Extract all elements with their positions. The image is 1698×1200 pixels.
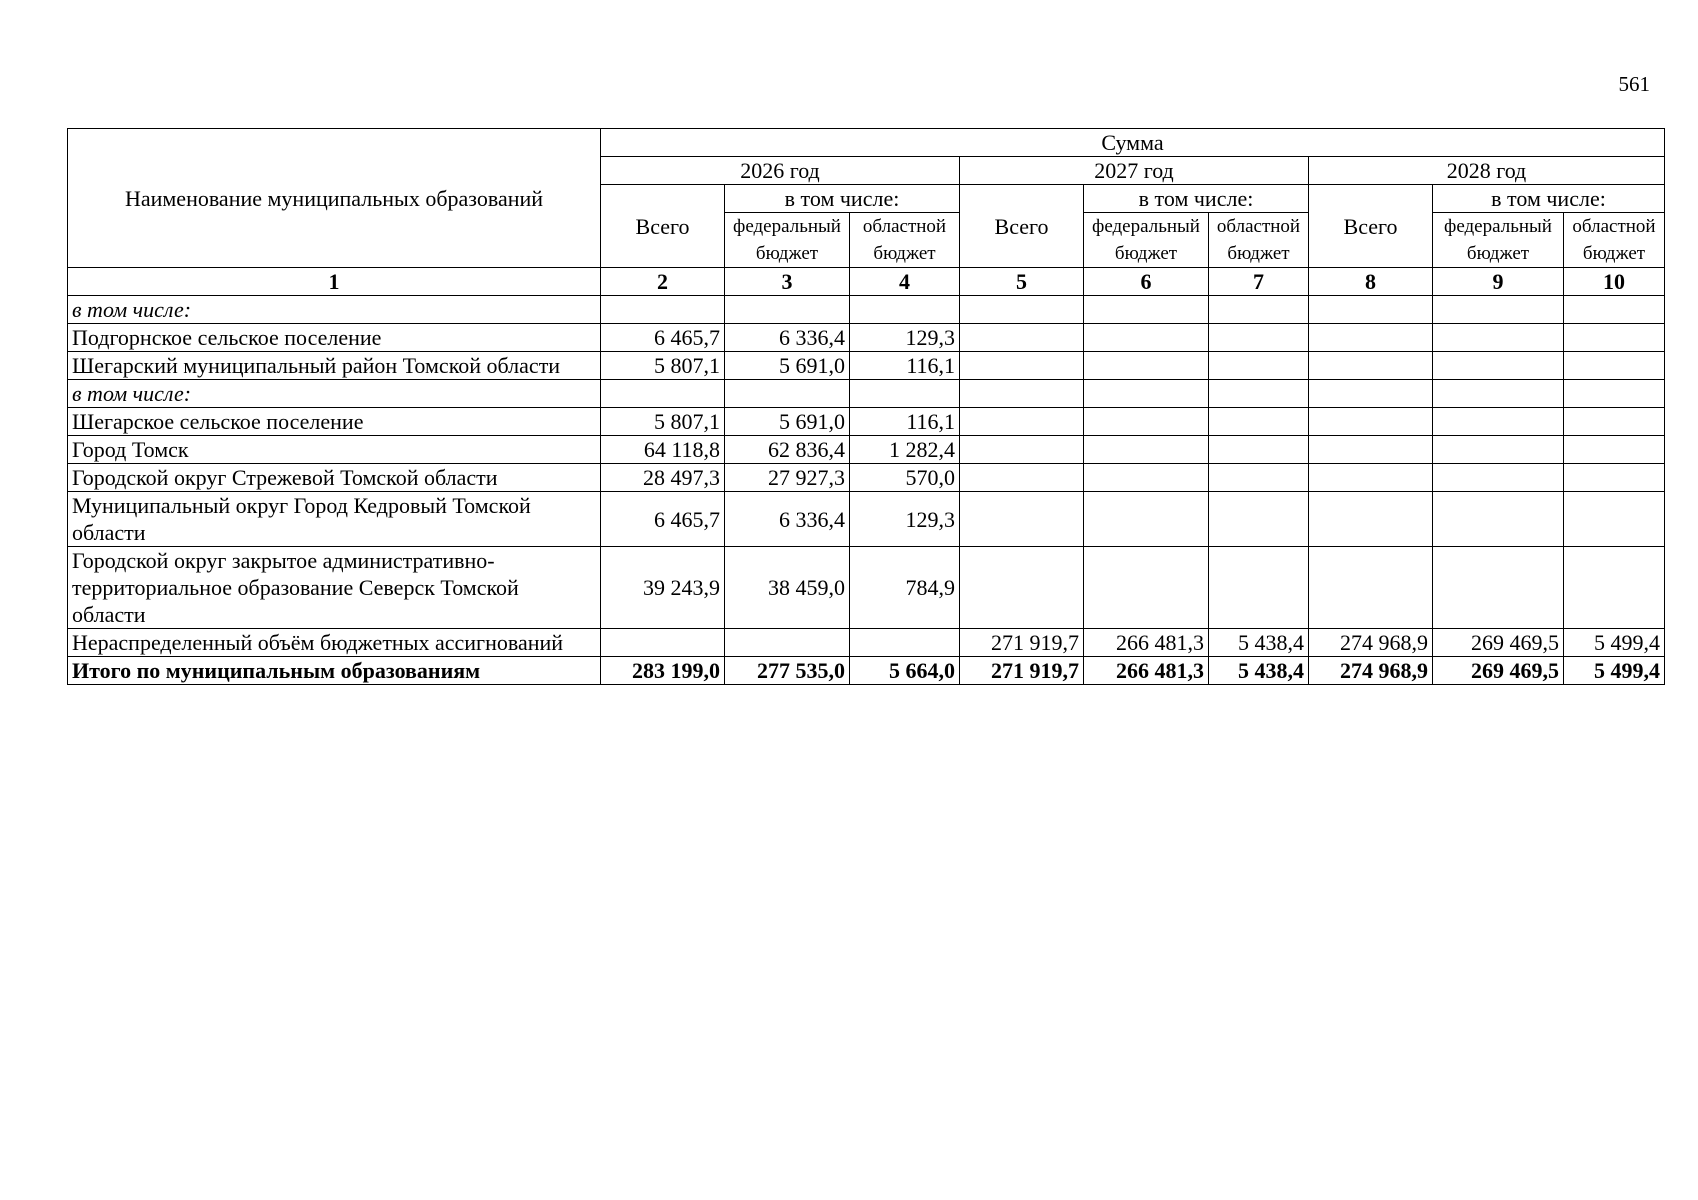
budget-table bbox=[67, 128, 1665, 685]
table-row bbox=[68, 492, 1665, 547]
table-cell bbox=[1084, 380, 1209, 408]
table-cell bbox=[850, 296, 960, 324]
table-cell: 6 336,4 bbox=[725, 492, 850, 547]
column-number: 9 bbox=[1433, 268, 1564, 296]
municipality-name: Подгорнское сельское поселение bbox=[68, 324, 601, 352]
column-number: 4 bbox=[850, 268, 960, 296]
table-cell: 6 336,4 bbox=[725, 324, 850, 352]
table-cell bbox=[601, 380, 725, 408]
table-cell: 5 691,0 bbox=[725, 408, 850, 436]
table-cell bbox=[960, 380, 1084, 408]
table-cell bbox=[960, 492, 1084, 547]
header-total-2028: Всего bbox=[1309, 185, 1433, 268]
municipality-name: Шегарское сельское поселение bbox=[68, 408, 601, 436]
table-cell: 5 691,0 bbox=[725, 352, 850, 380]
table-cell: 39 243,9 bbox=[601, 547, 725, 629]
table-cell bbox=[725, 296, 850, 324]
table-cell: 28 497,3 bbox=[601, 464, 725, 492]
header-including-2026: в том числе: bbox=[725, 185, 960, 213]
table-row bbox=[68, 380, 1665, 408]
municipality-name: Городской округ закрытое административно-территориальное образование Северск Томской области bbox=[68, 547, 601, 629]
table-cell: 5 807,1 bbox=[601, 408, 725, 436]
table-cell: 64 118,8 bbox=[601, 436, 725, 464]
table-cell bbox=[1309, 324, 1433, 352]
table-row bbox=[68, 436, 1665, 464]
table-cell: 5 807,1 bbox=[601, 352, 725, 380]
table-cell bbox=[601, 629, 725, 657]
column-number-row bbox=[68, 268, 1665, 296]
table-cell: 277 535,0 bbox=[725, 657, 850, 685]
header-year-2028: 2028 год bbox=[1309, 157, 1665, 185]
table-cell bbox=[1564, 436, 1665, 464]
table-cell bbox=[1309, 464, 1433, 492]
header-including-2027: в том числе: bbox=[1084, 185, 1309, 213]
table-cell bbox=[1433, 408, 1564, 436]
table-cell: 5 499,4 bbox=[1564, 629, 1665, 657]
header-year-2026: 2026 год bbox=[601, 157, 960, 185]
table-cell bbox=[1209, 436, 1309, 464]
table-cell bbox=[1433, 464, 1564, 492]
column-number: 7 bbox=[1209, 268, 1309, 296]
table-cell bbox=[850, 629, 960, 657]
table-row bbox=[68, 547, 1665, 629]
municipality-name: Муниципальный округ Город Кедровый Томской области bbox=[68, 492, 601, 547]
column-number: 8 bbox=[1309, 268, 1433, 296]
table-cell bbox=[1564, 296, 1665, 324]
table-row bbox=[68, 408, 1665, 436]
table-cell: 570,0 bbox=[850, 464, 960, 492]
table-cell bbox=[1084, 352, 1209, 380]
table-cell bbox=[1433, 296, 1564, 324]
table-cell: 274 968,9 bbox=[1309, 629, 1433, 657]
header-federal-2027: федеральный бюджет bbox=[1084, 213, 1209, 268]
header-sum: Сумма bbox=[601, 129, 1665, 157]
table-header bbox=[68, 129, 1665, 296]
table-cell: 266 481,3 bbox=[1084, 657, 1209, 685]
table-cell bbox=[1209, 324, 1309, 352]
total-row-label: Итого по муниципальным образованиям bbox=[68, 657, 601, 685]
table-cell bbox=[960, 352, 1084, 380]
table-cell: 6 465,7 bbox=[601, 492, 725, 547]
municipality-name: в том числе: bbox=[68, 380, 601, 408]
table-cell bbox=[1433, 436, 1564, 464]
table-cell bbox=[1209, 380, 1309, 408]
table-cell bbox=[1084, 547, 1209, 629]
table-cell: 271 919,7 bbox=[960, 657, 1084, 685]
header-total-2027: Всего bbox=[960, 185, 1084, 268]
table-cell bbox=[1309, 380, 1433, 408]
table-cell bbox=[1564, 547, 1665, 629]
table-cell bbox=[1209, 408, 1309, 436]
column-number: 1 bbox=[68, 268, 601, 296]
table-cell: 129,3 bbox=[850, 492, 960, 547]
table-cell bbox=[1084, 492, 1209, 547]
table-cell bbox=[1433, 324, 1564, 352]
table-cell bbox=[1084, 436, 1209, 464]
table-cell bbox=[1309, 436, 1433, 464]
table-cell bbox=[1209, 296, 1309, 324]
table-cell bbox=[960, 547, 1084, 629]
table-cell bbox=[960, 324, 1084, 352]
table-cell: 116,1 bbox=[850, 352, 960, 380]
header-federal-2026: федеральный бюджет bbox=[725, 213, 850, 268]
table-cell: 27 927,3 bbox=[725, 464, 850, 492]
table-cell bbox=[1309, 408, 1433, 436]
table-row bbox=[68, 296, 1665, 324]
table-cell bbox=[601, 296, 725, 324]
table-cell bbox=[1564, 324, 1665, 352]
table-cell bbox=[1209, 464, 1309, 492]
header-federal-2028: федеральный бюджет bbox=[1433, 213, 1564, 268]
municipality-name: Город Томск bbox=[68, 436, 601, 464]
table-cell bbox=[1564, 464, 1665, 492]
table-cell bbox=[1564, 492, 1665, 547]
table-cell: 784,9 bbox=[850, 547, 960, 629]
table-cell bbox=[1433, 492, 1564, 547]
table-cell bbox=[725, 380, 850, 408]
table-cell bbox=[960, 436, 1084, 464]
municipality-name: Шегарский муниципальный район Томской области bbox=[68, 352, 601, 380]
table-cell: 5 664,0 bbox=[850, 657, 960, 685]
table-cell: 269 469,5 bbox=[1433, 657, 1564, 685]
table-cell bbox=[1209, 492, 1309, 547]
table-row bbox=[68, 629, 1665, 657]
table-cell bbox=[850, 380, 960, 408]
header-year-2027: 2027 год bbox=[960, 157, 1309, 185]
table-cell bbox=[1309, 547, 1433, 629]
table-cell: 5 438,4 bbox=[1209, 657, 1309, 685]
table-cell bbox=[960, 408, 1084, 436]
table-cell: 38 459,0 bbox=[725, 547, 850, 629]
table-body bbox=[68, 296, 1665, 657]
column-number: 5 bbox=[960, 268, 1084, 296]
table-cell: 269 469,5 bbox=[1433, 629, 1564, 657]
municipality-name: Городской округ Стрежевой Томской области bbox=[68, 464, 601, 492]
column-number: 6 bbox=[1084, 268, 1209, 296]
header-regional-2026: областной бюджет bbox=[850, 213, 960, 268]
table-cell bbox=[1433, 352, 1564, 380]
table-cell bbox=[1433, 380, 1564, 408]
table-cell: 271 919,7 bbox=[960, 629, 1084, 657]
table-row bbox=[68, 352, 1665, 380]
municipality-name: в том числе: bbox=[68, 296, 601, 324]
header-regional-2028: областной бюджет bbox=[1564, 213, 1665, 268]
header-name-column: Наименование муниципальных образований bbox=[68, 129, 601, 268]
column-number: 3 bbox=[725, 268, 850, 296]
table-cell bbox=[960, 296, 1084, 324]
table-cell bbox=[1309, 352, 1433, 380]
table-cell: 5 438,4 bbox=[1209, 629, 1309, 657]
table-cell bbox=[1564, 380, 1665, 408]
table-cell: 274 968,9 bbox=[1309, 657, 1433, 685]
table-cell: 116,1 bbox=[850, 408, 960, 436]
table-cell bbox=[1084, 464, 1209, 492]
table-cell: 129,3 bbox=[850, 324, 960, 352]
table-cell bbox=[1564, 408, 1665, 436]
page-number: 561 bbox=[1618, 72, 1650, 96]
header-regional-2027: областной бюджет bbox=[1209, 213, 1309, 268]
header-including-2028: в том числе: bbox=[1433, 185, 1665, 213]
header-total-2026: Всего bbox=[601, 185, 725, 268]
table-cell bbox=[1209, 352, 1309, 380]
table-cell: 1 282,4 bbox=[850, 436, 960, 464]
table-cell: 6 465,7 bbox=[601, 324, 725, 352]
table-cell bbox=[1309, 492, 1433, 547]
table-cell bbox=[1564, 352, 1665, 380]
table-cell: 283 199,0 bbox=[601, 657, 725, 685]
table-cell bbox=[725, 629, 850, 657]
table-cell: 5 499,4 bbox=[1564, 657, 1665, 685]
column-number: 10 bbox=[1564, 268, 1665, 296]
table-cell bbox=[1084, 408, 1209, 436]
table-cell bbox=[1084, 296, 1209, 324]
column-number: 2 bbox=[601, 268, 725, 296]
table-row bbox=[68, 464, 1665, 492]
table-cell: 266 481,3 bbox=[1084, 629, 1209, 657]
table-cell bbox=[1084, 324, 1209, 352]
table-cell bbox=[960, 464, 1084, 492]
total-row bbox=[68, 657, 1665, 685]
table-row bbox=[68, 324, 1665, 352]
table-cell: 62 836,4 bbox=[725, 436, 850, 464]
municipality-name: Нераспределенный объём бюджетных ассигнований bbox=[68, 629, 601, 657]
table-cell bbox=[1209, 547, 1309, 629]
table-cell bbox=[1309, 296, 1433, 324]
table-cell bbox=[1433, 547, 1564, 629]
